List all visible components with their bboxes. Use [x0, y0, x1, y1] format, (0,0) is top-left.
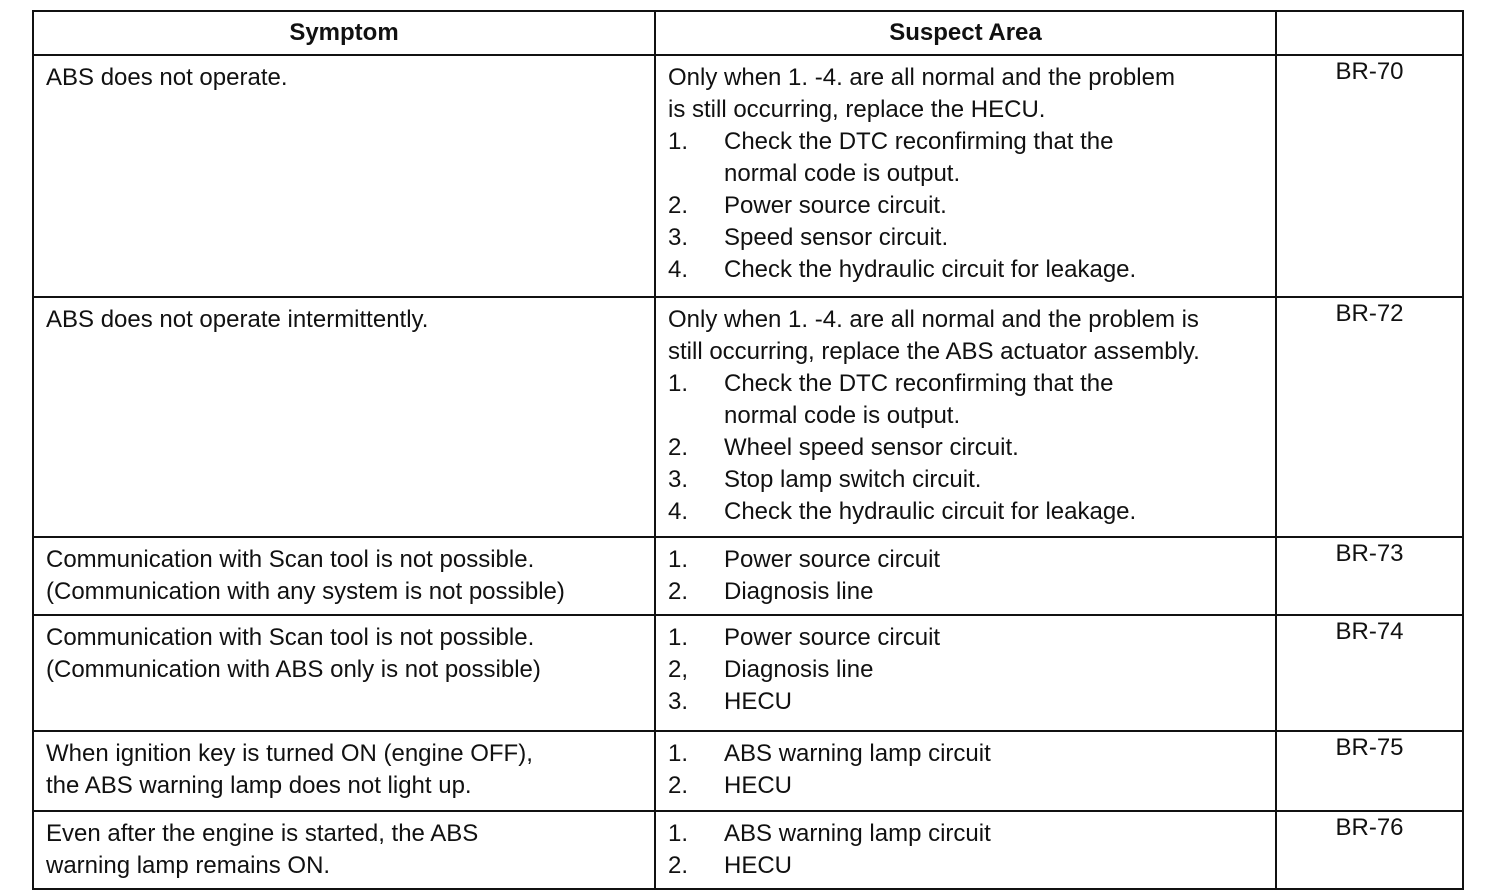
- step-text-block: [724, 496, 1263, 528]
- step-number: 1.: [668, 740, 689, 767]
- suspect-step: [668, 222, 1263, 254]
- suspect-intro-text: is still occurring, replace the HECU.: [668, 96, 1046, 123]
- step-number: 2.: [668, 852, 689, 879]
- suspect-intro-text: still occurring, replace the ABS actuator assembly.: [668, 338, 1200, 365]
- symptom-text: warning lamp remains ON.: [46, 852, 331, 879]
- suspect-area-header: Suspect Area: [655, 11, 1276, 55]
- table-row: [33, 537, 1463, 615]
- step-text: ABS warning lamp circuit: [724, 820, 991, 847]
- suspect-intro-text: Only when 1. -4. are all normal and the problem is: [668, 306, 1199, 333]
- step-text: Check the DTC reconfirming that the: [724, 128, 1114, 155]
- symptom-text: When ignition key is turned ON (engine OFF),: [46, 740, 533, 767]
- suspect-step: [668, 576, 1263, 608]
- step-number: 4.: [668, 498, 689, 525]
- step-number: 3.: [668, 466, 689, 493]
- step-text: HECU: [724, 772, 793, 799]
- step-text: Power source circuit.: [724, 192, 947, 219]
- suspect-step: [668, 738, 1263, 770]
- suspect-step: [668, 622, 1263, 654]
- suspect-step: [668, 190, 1263, 222]
- step-text-block: [724, 770, 1263, 802]
- suspect-step: [668, 496, 1263, 528]
- step-text: Speed sensor circuit.: [724, 224, 949, 251]
- suspect-step: [668, 432, 1263, 464]
- step-text: Power source circuit: [724, 624, 941, 651]
- suspect-step: [668, 254, 1263, 286]
- step-number: 3.: [668, 224, 689, 251]
- step-text: normal code is output.: [724, 402, 961, 429]
- table-row: [33, 811, 1463, 889]
- suspect-step: [668, 654, 1263, 686]
- table-row: [33, 615, 1463, 731]
- suspect-intro-text: Only when 1. -4. are all normal and the problem: [668, 64, 1175, 91]
- symptom-text: ABS does not operate intermittently.: [46, 306, 429, 333]
- reference-header: [1276, 11, 1463, 55]
- step-number: 2,: [668, 656, 689, 683]
- step-text-block: [724, 368, 1263, 432]
- troubleshooting-sheet: [32, 10, 1464, 890]
- step-text-block: [724, 222, 1263, 254]
- suspect-area-cell: [655, 537, 1276, 615]
- step-number: 2.: [668, 772, 689, 799]
- step-text-block: [724, 190, 1263, 222]
- step-text-block: [724, 254, 1263, 286]
- step-text-block: [724, 432, 1263, 464]
- step-text: Diagnosis line: [724, 578, 874, 605]
- suspect-area-cell: [655, 55, 1276, 297]
- symptom-text: (Communication with any system is not possible): [46, 578, 565, 605]
- suspect-step: [668, 850, 1263, 882]
- step-text: Check the hydraulic circuit for leakage.: [724, 256, 1137, 283]
- step-text-block: [724, 126, 1263, 190]
- step-text-block: [724, 576, 1263, 608]
- step-text: Check the hydraulic circuit for leakage.: [724, 498, 1137, 525]
- symptom-cell: [33, 731, 655, 811]
- reference-page: BR-74: [1276, 615, 1463, 731]
- suspect-step: [668, 686, 1263, 718]
- suspect-step: [668, 464, 1263, 496]
- step-number: 1.: [668, 624, 689, 651]
- step-text: Stop lamp switch circuit.: [724, 466, 982, 493]
- step-text-block: [724, 544, 1263, 576]
- symptom-cell: [33, 615, 655, 731]
- step-text: Diagnosis line: [724, 656, 874, 683]
- symptom-text: the ABS warning lamp does not light up.: [46, 772, 472, 799]
- table-row: [33, 55, 1463, 297]
- symptom-header: Symptom: [33, 11, 655, 55]
- step-number: 1.: [668, 370, 689, 397]
- symptom-text: (Communication with ABS only is not possible): [46, 656, 541, 683]
- step-text: Power source circuit: [724, 546, 941, 573]
- step-number: 3.: [668, 688, 689, 715]
- symptom-cell: [33, 55, 655, 297]
- reference-page: BR-73: [1276, 537, 1463, 615]
- symptom-text: Communication with Scan tool is not possible.: [46, 546, 535, 573]
- suspect-area-cell: [655, 615, 1276, 731]
- step-text: HECU: [724, 852, 793, 879]
- step-text-block: [724, 850, 1263, 882]
- step-number: 4.: [668, 256, 689, 283]
- step-text-block: [724, 686, 1263, 718]
- step-text: ABS warning lamp circuit: [724, 740, 991, 767]
- symptom-table: [32, 10, 1464, 890]
- reference-page: BR-70: [1276, 55, 1463, 297]
- step-number: 2.: [668, 578, 689, 605]
- symptom-text: ABS does not operate.: [46, 64, 288, 91]
- step-number: 2.: [668, 434, 689, 461]
- header-row: [33, 11, 1463, 55]
- step-number: 1.: [668, 546, 689, 573]
- symptom-cell: [33, 811, 655, 889]
- suspect-step: [668, 770, 1263, 802]
- step-number: 1.: [668, 820, 689, 847]
- symptom-text: Communication with Scan tool is not possible.: [46, 624, 535, 651]
- step-text-block: [724, 464, 1263, 496]
- step-text: Wheel speed sensor circuit.: [724, 434, 1019, 461]
- reference-page: BR-76: [1276, 811, 1463, 889]
- table-row: [33, 731, 1463, 811]
- step-number: 1.: [668, 128, 689, 155]
- symptom-cell: [33, 297, 655, 537]
- table-body: [33, 55, 1463, 889]
- step-text-block: [724, 654, 1263, 686]
- step-text-block: [724, 622, 1263, 654]
- step-text: normal code is output.: [724, 160, 961, 187]
- step-text-block: [724, 818, 1263, 850]
- suspect-area-cell: [655, 297, 1276, 537]
- table-row: [33, 297, 1463, 537]
- reference-page: BR-72: [1276, 297, 1463, 537]
- step-text: HECU: [724, 688, 793, 715]
- suspect-step: [668, 544, 1263, 576]
- suspect-area-cell: [655, 811, 1276, 889]
- step-text-block: [724, 738, 1263, 770]
- suspect-step: [668, 368, 1263, 432]
- suspect-area-cell: [655, 731, 1276, 811]
- reference-page: BR-75: [1276, 731, 1463, 811]
- step-text: Check the DTC reconfirming that the: [724, 370, 1114, 397]
- step-number: 2.: [668, 192, 689, 219]
- symptom-cell: [33, 537, 655, 615]
- symptom-text: Even after the engine is started, the ABS: [46, 820, 479, 847]
- suspect-step: [668, 126, 1263, 190]
- suspect-step: [668, 818, 1263, 850]
